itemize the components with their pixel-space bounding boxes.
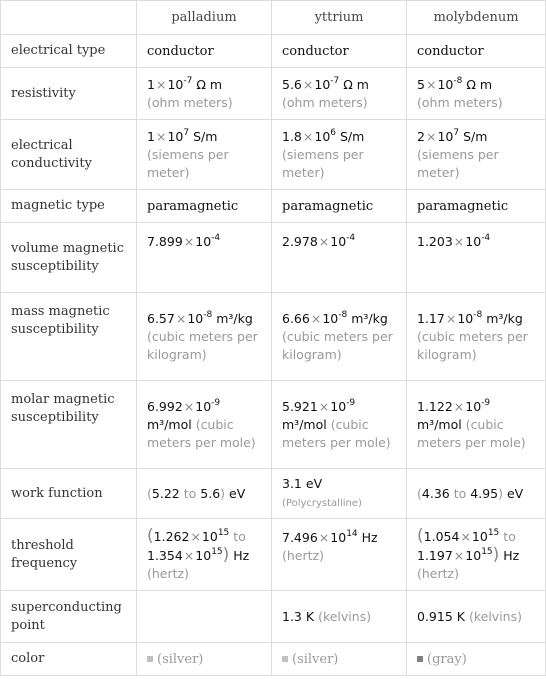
cell-yttrium: $6.66\times 10^{-8}$ m³/kg (cubic meters per kilogram)	[272, 293, 407, 381]
color-swatch-icon	[147, 656, 153, 662]
row-label: mass magnetic susceptibility	[1, 293, 137, 381]
cell-molybdenum: conductor	[407, 35, 546, 68]
row-label: superconducting point	[1, 591, 137, 643]
row-superconducting-point	[1, 591, 546, 643]
row-label: molar magnetic susceptibility	[1, 381, 137, 469]
row-label: magnetic type	[1, 190, 137, 223]
cell-molybdenum: ($1.054\times 10^{15}$ to $1.197\times 10^{15}$) Hz (hertz)	[407, 519, 546, 591]
cell-yttrium: 3.1 eV (Polycrystalline)	[272, 469, 407, 519]
cell-palladium: $6.57\times 10^{-8}$ m³/kg (cubic meters per kilogram)	[137, 293, 272, 381]
row-threshold-frequency	[1, 519, 546, 591]
cell-yttrium: paramagnetic	[272, 190, 407, 223]
row-work-function	[1, 469, 546, 519]
row-label: threshold frequency	[1, 519, 137, 591]
header-yttrium: yttrium	[272, 1, 407, 35]
cell-yttrium: $2.978\times 10^{-4}$	[272, 223, 407, 293]
header-row	[1, 1, 546, 35]
cell-yttrium: conductor	[272, 35, 407, 68]
cell-palladium: paramagnetic	[137, 190, 272, 223]
cell-palladium: ($1.262\times 10^{15}$ to $1.354\times 10^{15}$) Hz (hertz)	[137, 519, 272, 591]
cell-molybdenum: (gray)	[407, 643, 546, 676]
color-swatch-icon	[282, 656, 288, 662]
cell-molybdenum: paramagnetic	[407, 190, 546, 223]
cell-palladium: conductor	[137, 35, 272, 68]
cell-palladium: (5.22 to 5.6) eV	[137, 469, 272, 519]
cell-palladium: (silver)	[137, 643, 272, 676]
header-palladium: palladium	[137, 1, 272, 35]
color-swatch-icon	[417, 656, 423, 662]
row-mass-susceptibility	[1, 293, 546, 381]
row-magnetic-type	[1, 190, 546, 223]
header-blank	[1, 1, 137, 35]
row-molar-susceptibility	[1, 381, 546, 469]
cell-yttrium: 1.3 K (kelvins)	[272, 591, 407, 643]
row-label: color	[1, 643, 137, 676]
cell-palladium: $7.899\times 10^{-4}$	[137, 223, 272, 293]
row-label: work function	[1, 469, 137, 519]
row-label: volume magnetic susceptibility	[1, 223, 137, 293]
row-color	[1, 643, 546, 676]
cell-palladium: $6.992\times 10^{-9}$ m³/mol (cubic meters per mole)	[137, 381, 272, 469]
row-volume-susceptibility	[1, 223, 546, 293]
row-conductivity	[1, 120, 546, 190]
cell-yttrium: (silver)	[272, 643, 407, 676]
row-label: electrical type	[1, 35, 137, 68]
row-label: electrical conductivity	[1, 120, 137, 190]
cell-palladium: $1\times 10^7$ S/m (siemens per meter)	[137, 120, 272, 190]
cell-molybdenum: (4.36 to 4.95) eV	[407, 469, 546, 519]
cell-molybdenum: $1.122\times 10^{-9}$ m³/mol (cubic meters per mole)	[407, 381, 546, 469]
cell-yttrium: $1.8\times 10^6$ S/m (siemens per meter)	[272, 120, 407, 190]
cell-yttrium: $7.496\times 10^{14}$ Hz (hertz)	[272, 519, 407, 591]
cell-molybdenum: $2\times 10^7$ S/m (siemens per meter)	[407, 120, 546, 190]
cell-palladium	[137, 591, 272, 643]
cell-palladium: $1\times 10^{-7}$ Ω m (ohm meters)	[137, 68, 272, 120]
cell-molybdenum: $1.17\times 10^{-8}$ m³/kg (cubic meters per kilogram)	[407, 293, 546, 381]
row-label: resistivity	[1, 68, 137, 120]
cell-yttrium: $5.921\times 10^{-9}$ m³/mol (cubic meters per mole)	[272, 381, 407, 469]
header-molybdenum: molybdenum	[407, 1, 546, 35]
cell-yttrium: $5.6\times 10^{-7}$ Ω m (ohm meters)	[272, 68, 407, 120]
row-electrical-type	[1, 35, 546, 68]
cell-molybdenum: $5\times 10^{-8}$ Ω m (ohm meters)	[407, 68, 546, 120]
cell-molybdenum: $1.203\times 10^{-4}$	[407, 223, 546, 293]
cell-molybdenum: 0.915 K (kelvins)	[407, 591, 546, 643]
row-resistivity	[1, 68, 546, 120]
